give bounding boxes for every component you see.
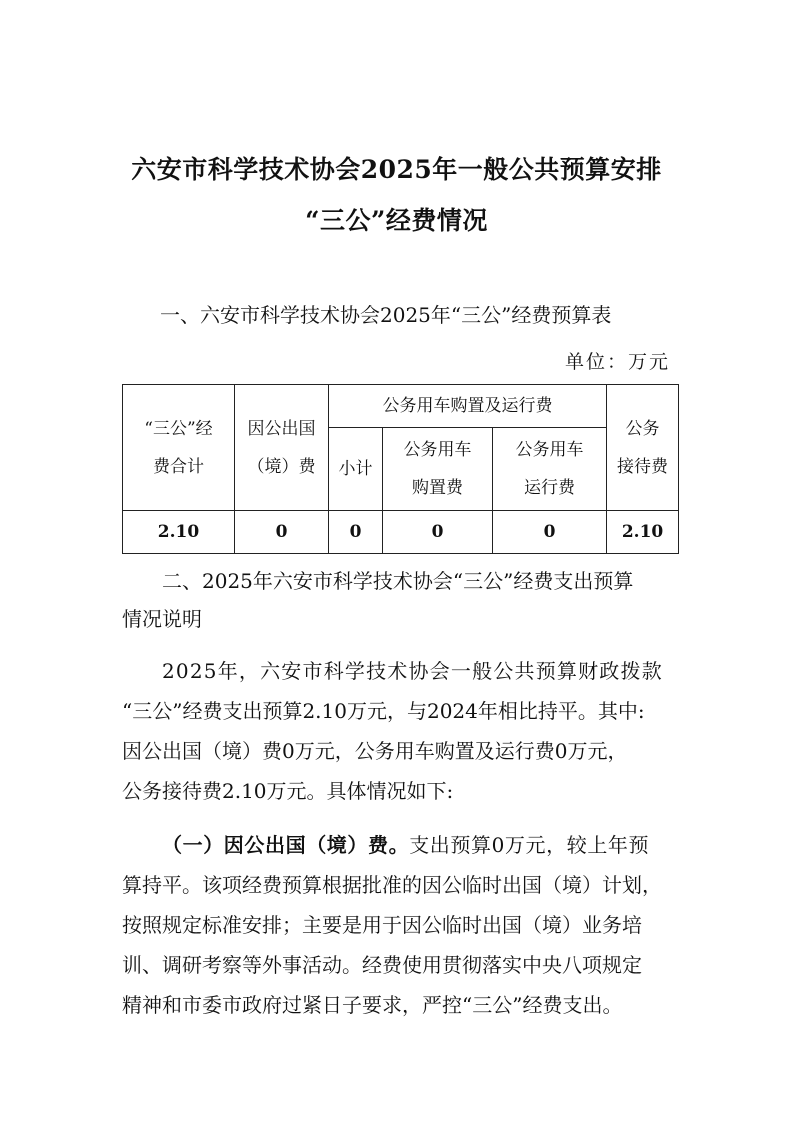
budget-table	[122, 384, 679, 554]
header-operation-line-2: 运行费	[524, 478, 576, 498]
document-title-line-2: “三公”经费情况	[305, 206, 488, 235]
header-vehicle-group: 公务用车购置及运行费	[329, 385, 607, 428]
section-2-heading-line-1: 二、2025年六安市科学技术协会“三公”经费支出预算	[162, 569, 634, 593]
header-purchase-line-1: 公务用车	[403, 440, 472, 460]
paragraph-2-line-4: 训、调研考察等外事活动。经费使用贯彻落实中央八项规定	[122, 953, 642, 977]
header-reception-line-1: 公务	[625, 418, 660, 439]
header-abroad	[235, 385, 329, 511]
header-total	[123, 385, 235, 511]
cell-reception: 2.10	[607, 511, 679, 554]
cell-subtotal: 0	[329, 511, 383, 554]
paragraph-2-line-5: 精神和市委市政府过紧日子要求，严控“三公”经费支出。	[122, 993, 623, 1017]
header-abroad-line-1: 因公出国	[247, 418, 316, 439]
section-1-heading: 一、六安市科学技术协会2025年“三公”经费预算表	[160, 303, 612, 327]
header-vehicle-operation	[493, 428, 607, 511]
cell-vehicle-purchase: 0	[383, 511, 493, 554]
header-total-line-2: 费合计	[153, 456, 204, 477]
header-total-line-1: “三公”经	[144, 418, 213, 439]
paragraph-1-line-4: 公务接待费2.10万元。具体情况如下:	[122, 779, 454, 803]
header-vehicle-purchase	[383, 428, 493, 511]
unit-label: 单位：万元	[565, 351, 671, 373]
paragraph-2-line-1	[162, 829, 649, 858]
header-reception	[607, 385, 679, 511]
cell-vehicle-operation: 0	[493, 511, 607, 554]
paragraph-1-line-1: 2025年，六安市科学技术协会一般公共预算财政拨款	[162, 659, 663, 683]
cell-abroad: 0	[235, 511, 329, 554]
paragraph-1-line-2: “三公”经费支出预算2.10万元，与2024年相比持平。其中:	[122, 699, 645, 723]
header-abroad-line-2: （境）费	[247, 456, 316, 477]
header-operation-line-1: 公务用车	[515, 440, 584, 460]
header-purchase-line-2: 购置费	[412, 478, 463, 498]
paragraph-2-line-1-rest: 支出预算0万元，较上年预	[409, 833, 650, 857]
header-subtotal: 小计	[329, 428, 383, 511]
paragraph-1-line-3: 因公出国（境）费0万元，公务用车购置及运行费0万元，	[122, 739, 628, 763]
table-row	[123, 511, 679, 554]
paragraph-2-line-2: 算持平。该项经费预算根据批准的因公临时出国（境）计划，	[122, 873, 662, 897]
document-title-line-1: 六安市科学技术协会2025年一般公共预算安排	[131, 155, 662, 184]
section-2-heading-line-2: 情况说明	[122, 607, 202, 631]
paragraph-2-lead: （一）因公出国（境）费。	[162, 833, 410, 857]
paragraph-2-line-3: 按照规定标准安排；主要是用于因公临时出国（境）业务培	[122, 913, 642, 937]
header-reception-line-2: 接待费	[617, 456, 669, 477]
cell-total: 2.10	[123, 511, 235, 554]
